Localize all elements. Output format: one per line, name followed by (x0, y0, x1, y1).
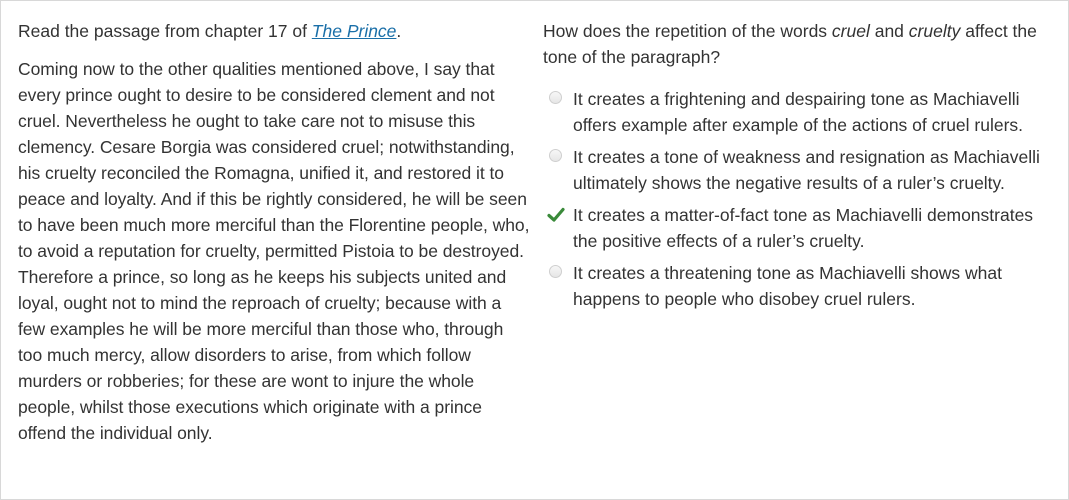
answer-option-text: It creates a tone of weakness and resignation as Machiavelli ultimately shows the negative results of a ruler’s cruelty. (573, 147, 1040, 193)
question-word-cruel: cruel (831, 21, 870, 41)
question-part-3: affect the tone of the paragraph? (543, 21, 1037, 67)
intro-suffix: . (396, 21, 402, 41)
question-word-cruelty: cruelty (908, 21, 961, 41)
book-title-link[interactable]: The Prince (311, 21, 397, 41)
question-prompt (543, 18, 1049, 70)
intro-prefix: Read the passage from chapter 17 of (18, 21, 312, 41)
radio-button-icon[interactable] (549, 91, 562, 104)
passage-intro (18, 18, 530, 44)
answer-option-text: It creates a threatening tone as Machiavelli shows what happens to people who disobey cruel rulers. (573, 263, 1002, 309)
answer-option-text: It creates a frightening and despairing tone as Machiavelli offers example after example of the actions of cruel rulers. (573, 89, 1024, 135)
answer-option-4[interactable] (543, 260, 1049, 312)
question-part-1: How does the repetition of the words (543, 21, 832, 41)
passage-text: Coming now to the other qualities mentioned above, I say that every prince ought to desire to be considered clement and not cruel. Nevertheless he ought to take care not to misuse this clemency. Cesare Borgia was considered cruel; notwithstanding, his cruelty reconciled the Romagna, unified it, and restored it to peace and loyalty. And if this be rightly considered, he will be seen to have been much more merciful than the Florentine people, who, to avoid a reputation for cruelty, permitted Pistoia to be destroyed. Therefore a prince, so long as he keeps his subjects united and loyal, ought not to mind the reproach of cruelty; because with a few examples he will be more merciful than those who, through too much mercy, allow disorders to arise, from which follow murders or robberies; for these are wont to injure the whole people, whilst those executions which originate with a prince offend the individual only. (18, 59, 530, 443)
answer-option-text: It creates a matter-of-fact tone as Machiavelli demonstrates the positive effects of a ruler’s cruelty. (573, 205, 1034, 251)
answer-option-3[interactable] (543, 202, 1049, 254)
question-column (543, 18, 1049, 318)
correct-check-icon (546, 205, 566, 225)
radio-button-icon[interactable] (549, 265, 562, 278)
passage-column (18, 18, 530, 446)
answer-option-2[interactable] (543, 144, 1049, 196)
radio-button-icon[interactable] (549, 149, 562, 162)
answer-option-1[interactable] (543, 86, 1049, 138)
answer-options (543, 86, 1049, 312)
question-part-2: and (869, 21, 909, 41)
